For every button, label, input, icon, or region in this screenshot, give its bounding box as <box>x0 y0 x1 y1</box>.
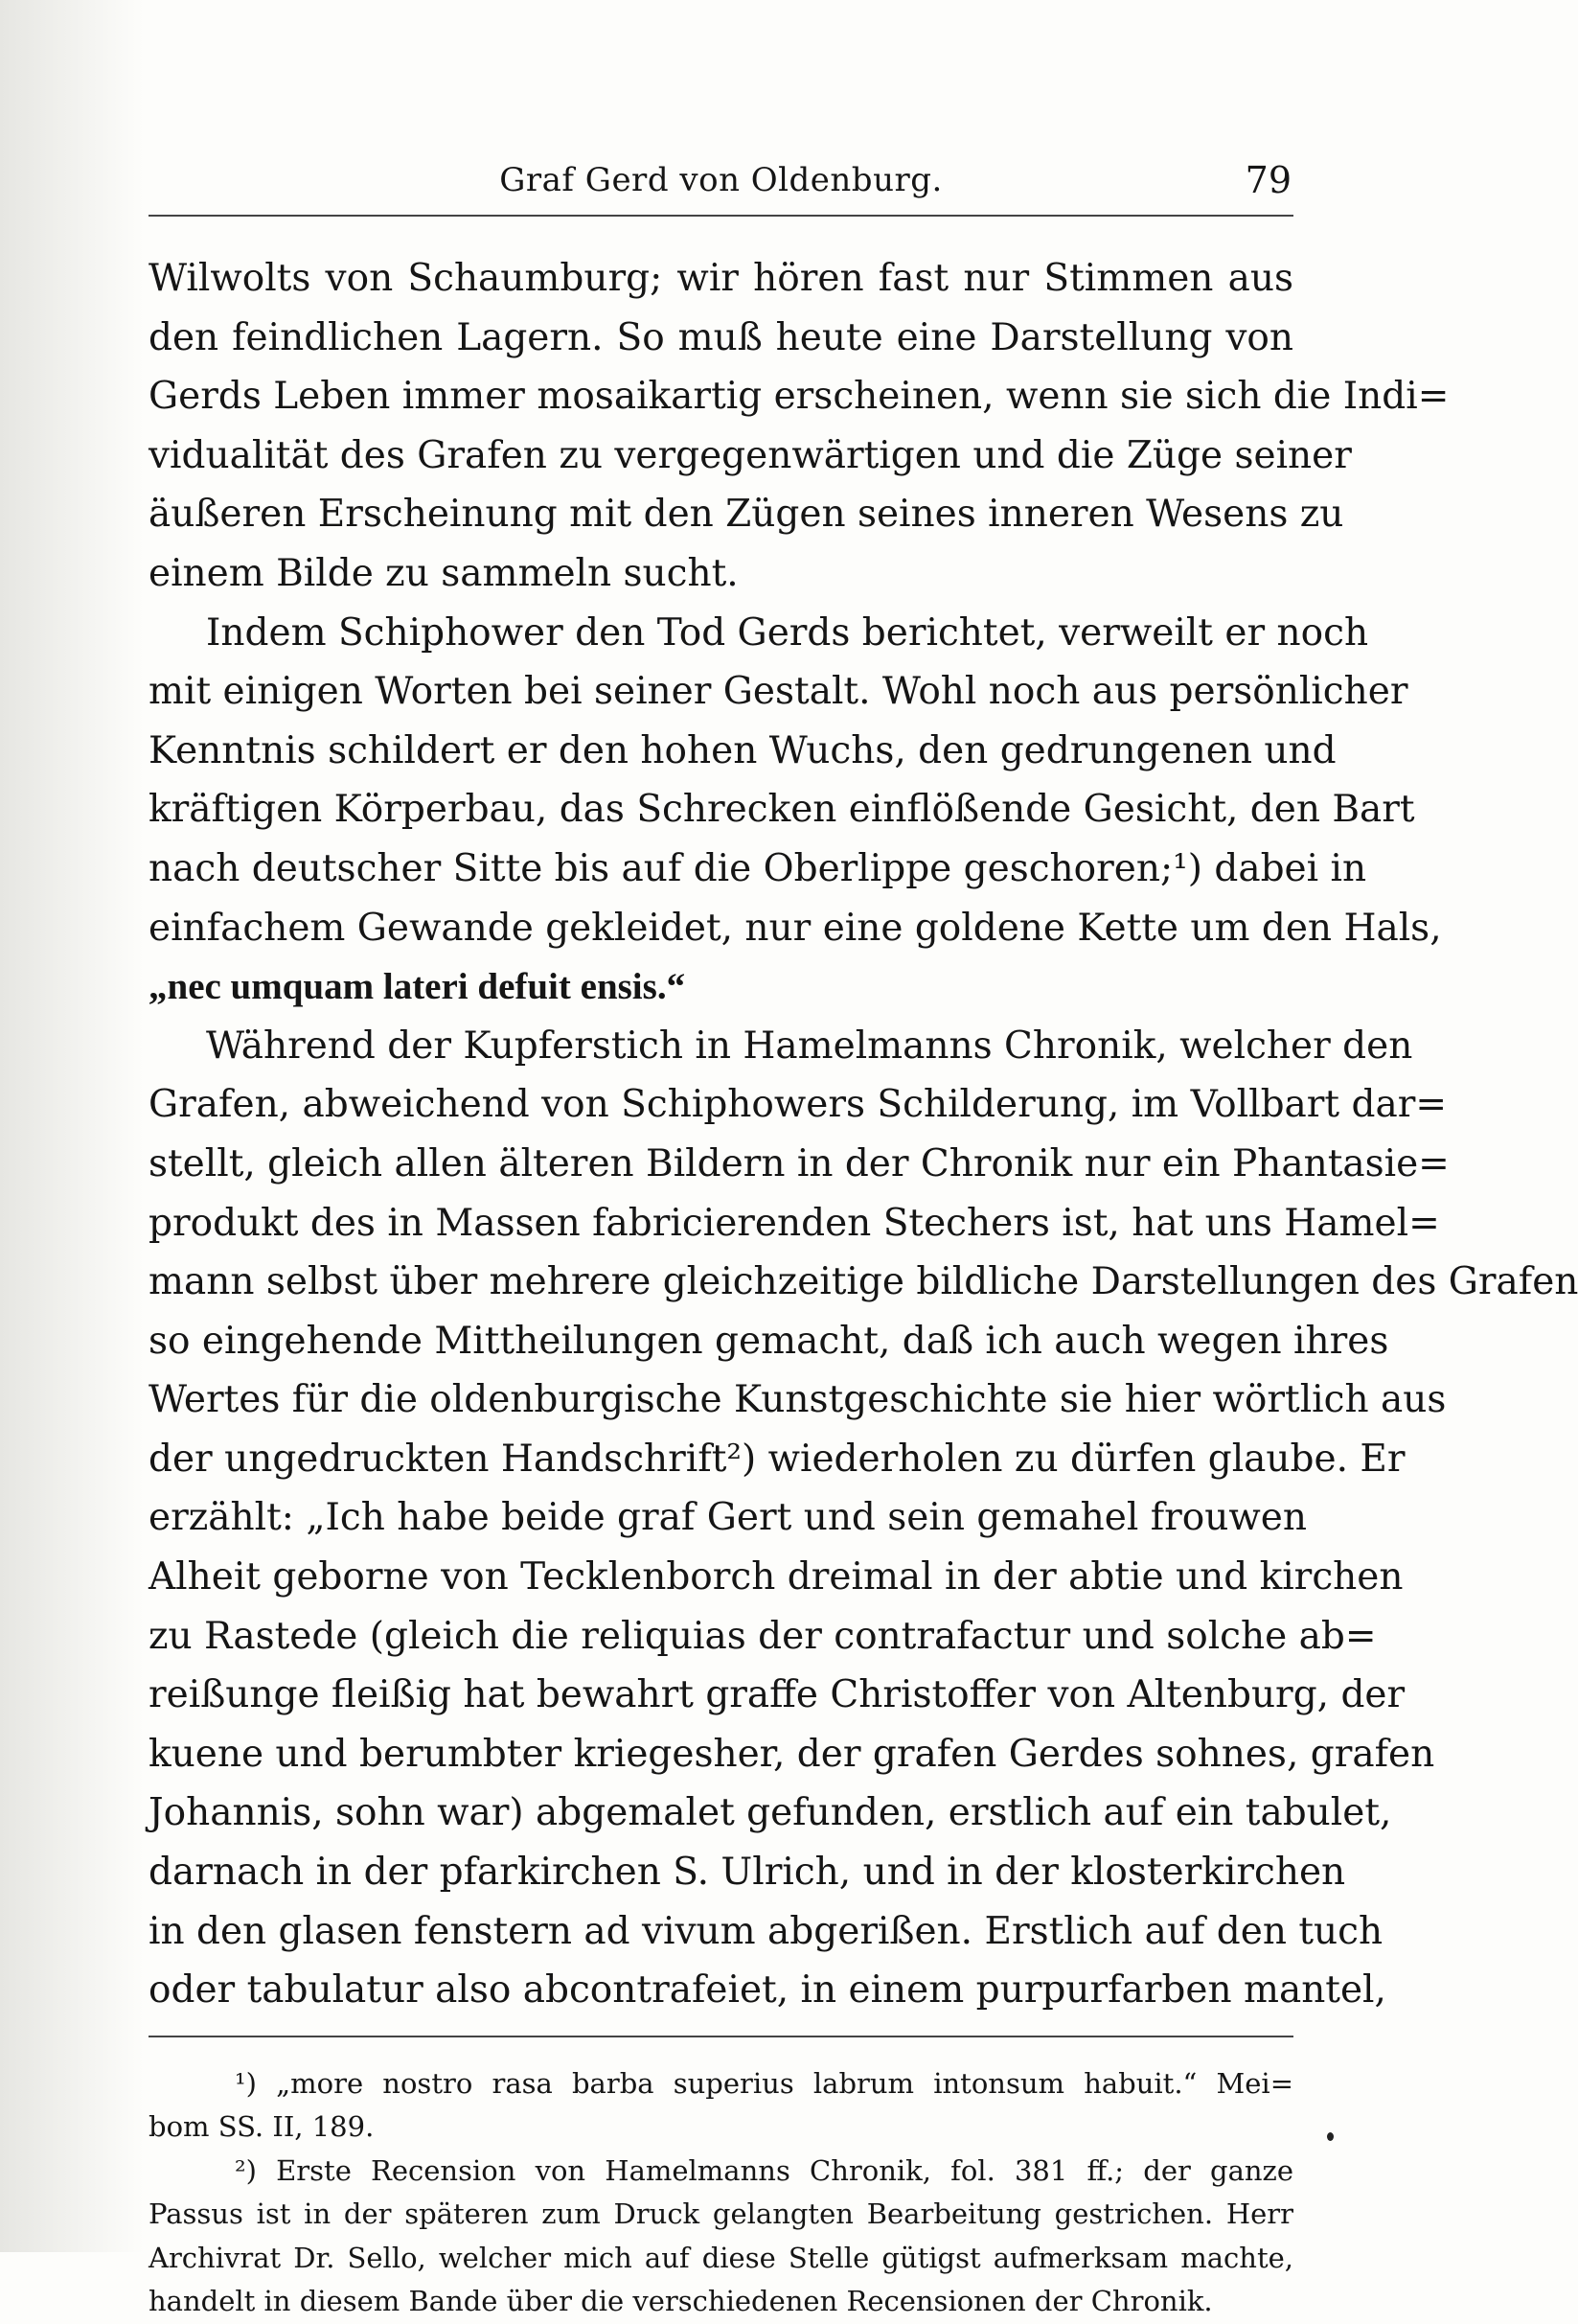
footnote-line: handelt in diesem Bande über die verschiedenen Recensionen der Chronik. <box>149 2285 1213 2318</box>
text-line: einfachem Gewande gekleidet, nur eine goldene Kette um den Hals, <box>149 906 1442 950</box>
footnotes <box>149 2062 1293 2324</box>
text-line: Während der Kupferstich in Hamelmanns Chronik, welcher den <box>206 1024 1413 1068</box>
text-line: Gerds Leben immer mosaikartig erscheinen, wenn sie sich die Indi= <box>149 375 1450 419</box>
text-line: der ungedruckten Handschrift²) wiederholen zu dürfen glaube. Er <box>149 1437 1406 1481</box>
footnote-line: Passus ist in der späteren zum Druck gelangten Bearbeitung gestrichen. Herr <box>149 2197 1293 2231</box>
text-line: Johannis, sohn war) abgemalet gefunden, erstlich auf ein tabulet, <box>149 1791 1392 1835</box>
text-line: Kenntnis schildert er den hohen Wuchs, den gedrungenen und <box>149 728 1337 772</box>
running-head <box>149 153 1293 211</box>
book-page <box>149 153 1578 2324</box>
body-text <box>149 249 1578 2020</box>
footnote-line: Archivrat Dr. Sello, welcher mich auf diese Stelle gütigst aufmerksam machte, <box>149 2241 1293 2274</box>
text-line: Alheit geborne von Tecklenborch dreimal in der abtie und kirchen <box>149 1555 1404 1599</box>
text-line: Wilwolts von Schaumburg; wir hören fast nur Stimmen aus <box>149 257 1293 300</box>
text-line: Grafen, abweichend von Schiphowers Schilderung, im Vollbart dar= <box>149 1083 1448 1127</box>
text-line: in den glasen fenstern ad vivum abgerißen. Erstlich auf den tuch <box>149 1909 1384 1953</box>
text-line: Wertes für die oldenburgische Kunstgeschichte sie hier wörtlich aus <box>149 1378 1447 1422</box>
text-line: äußeren Erscheinung mit den Zügen seines inneren Wesens zu <box>149 493 1344 537</box>
running-title: Graf Gerd von Oldenburg. <box>499 161 943 199</box>
text-line: Indem Schiphower den Tod Gerds berichtet, verweilt er noch <box>206 610 1369 655</box>
footnote-rule <box>149 2036 1293 2037</box>
scan-speck <box>1327 2132 1334 2141</box>
text-line: kräftigen Körperbau, das Schrecken einflößende Gesicht, den Bart <box>149 788 1415 832</box>
text-line: so eingehende Mittheilungen gemacht, daß ich auch wegen ihres <box>149 1319 1389 1363</box>
text-line: einem Bilde zu sammeln sucht. <box>149 551 739 595</box>
text-line: mann selbst über mehrere gleichzeitige bildliche Darstellungen des Grafen <box>149 1260 1578 1304</box>
text-line: nach deutscher Sitte bis auf die Oberlippe geschoren;¹) dabei in <box>149 846 1367 890</box>
text-line: den feindlichen Lagern. So muß heute eine Darstellung von <box>149 315 1293 359</box>
footnote-line: ¹) „more nostro rasa barba superius labrum intonsum habuit.“ Mei= <box>235 2066 1293 2100</box>
text-line: mit einigen Worten bei seiner Gestalt. Wohl noch aus persönlicher <box>149 670 1408 714</box>
text-line: darnach in der pfarkirchen S. Ulrich, und in der klosterkirchen <box>149 1851 1346 1895</box>
page-number: 79 <box>1245 159 1292 201</box>
scan-edge-shadow <box>0 0 144 2252</box>
text-line: zu Rastede (gleich die reliquias der contrafactur und solche ab= <box>149 1614 1377 1658</box>
text-line: vidualität des Grafen zu vergegenwärtigen und die Züge seiner <box>149 433 1352 477</box>
footnote-line: ²) Erste Recension von Hamelmanns Chronik, fol. 381 ff.; der ganze <box>235 2153 1293 2187</box>
text-line: reißunge fleißig hat bewahrt graffe Christoffer von Altenburg, der <box>149 1673 1406 1717</box>
text-line: „nec umquam lateri defuit ensis.“ <box>149 966 686 1008</box>
text-line: oder tabulatur also abcontrafeiet, in einem purpurfarben mantel, <box>149 1968 1386 2013</box>
text-line: stellt, gleich allen älteren Bildern in der Chronik nur ein Phantasie= <box>149 1141 1450 1185</box>
text-line: erzählt: „Ich habe beide graf Gert und sein gemahel frouwen <box>149 1496 1307 1540</box>
footnote-line: bom SS. II, 189. <box>149 2110 375 2144</box>
header-rule <box>149 215 1293 217</box>
text-line: kuene und berumbter kriegesher, der grafen Gerdes sohnes, grafen <box>149 1732 1435 1776</box>
text-line: produkt des in Massen fabricierenden Stechers ist, hat uns Hamel= <box>149 1201 1440 1245</box>
